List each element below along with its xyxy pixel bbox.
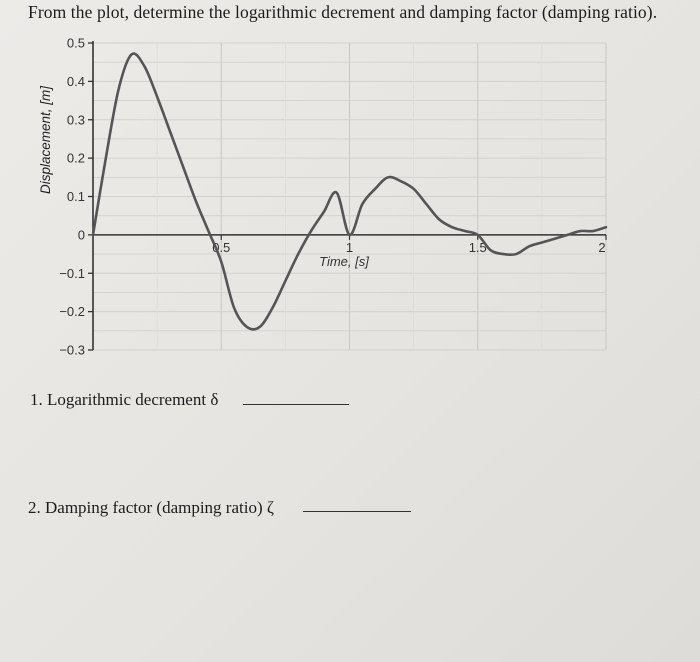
x-tick-label: 1: [345, 239, 354, 255]
plot-grid: [93, 43, 606, 350]
y-tick-label: −0.2: [59, 304, 85, 320]
y-tick-label: 0.4: [66, 73, 85, 89]
y-axis-label: Displacement, [m]: [38, 85, 53, 195]
question-2-label: 2. Damping factor (damping ratio) ζ: [28, 498, 274, 517]
answer-blank-1[interactable]: [243, 404, 349, 405]
x-axis-label: Time, [s]: [319, 254, 369, 269]
x-tick-label: 1.5: [468, 239, 487, 255]
answer-blank-2[interactable]: [303, 511, 411, 512]
x-tick-label: 2: [598, 239, 606, 255]
y-tick-label: −0.3: [59, 342, 85, 358]
y-tick-label: 0.3: [66, 112, 85, 128]
y-tick-label: 0.2: [66, 150, 85, 166]
x-tick-label: 0.5: [212, 239, 231, 255]
question-1-label: 1. Logarithmic decrement δ: [30, 390, 219, 409]
y-tick-label: 0: [77, 227, 85, 243]
y-tick-label: −0.1: [59, 265, 85, 281]
question-text: From the plot, determine the logarithmic decrement and damping factor (damping ratio).: [28, 2, 658, 22]
y-tick-label: 0.1: [66, 189, 85, 204]
y-tick-label: 0.5: [66, 35, 85, 51]
